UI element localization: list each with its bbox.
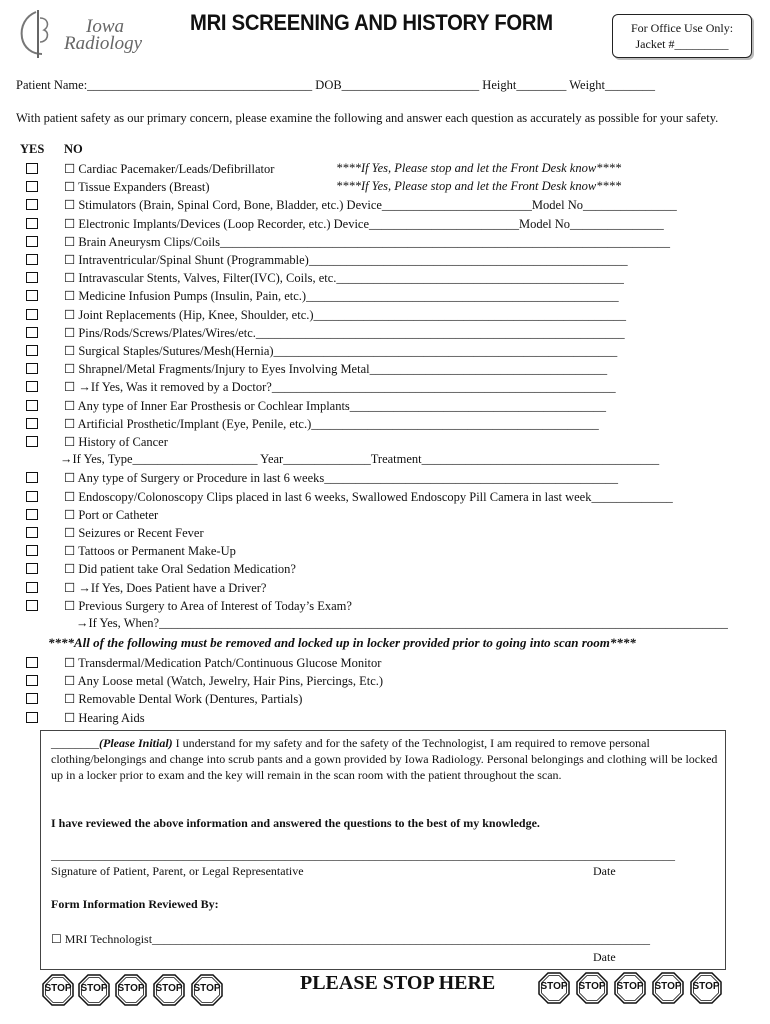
question-row [0, 215, 770, 233]
office-use-label: For Office Use Only: [630, 21, 734, 35]
yes-checkbox[interactable] [26, 381, 38, 392]
question-row [0, 579, 770, 597]
yes-checkbox[interactable] [26, 290, 38, 301]
signature-line[interactable]: ________________________________________________________________________________________________________ [51, 848, 675, 862]
stop-sign-label: STOP [692, 981, 720, 992]
stop-sign-label: STOP [654, 981, 682, 992]
yes-checkbox[interactable] [26, 527, 38, 538]
logo-text-iowa: Iowa [86, 16, 124, 37]
question-text[interactable]: ☐ Shrapnel/Metal Fragments/Injury to Eyes Involving Metal______________________________________ [64, 362, 608, 376]
cancer-followup-text[interactable]: →If Yes, Type____________________ Year______________Treatment______________________________________ [60, 452, 660, 466]
yes-checkbox[interactable] [26, 163, 38, 174]
question-row [0, 415, 770, 433]
yes-checkbox[interactable] [26, 693, 38, 704]
question-row [0, 324, 770, 342]
stop-sign-icon [78, 974, 110, 1006]
mri-technologist-line[interactable]: ☐ MRI Technologist___________________________________________________________________________________ [51, 932, 651, 946]
initial-blank[interactable]: ________ [51, 736, 99, 750]
yes-checkbox[interactable] [26, 563, 38, 574]
question-text[interactable]: ☐ Intravascular Stents, Valves, Filter(IVC), Coils, etc.______________________________________________ [64, 271, 624, 285]
removal-item-text[interactable]: ☐ Transdermal/Medication Patch/Continuous Glucose Monitor [64, 656, 382, 670]
question-row [0, 433, 770, 451]
question-row [0, 488, 770, 506]
yes-checkbox[interactable] [26, 491, 38, 502]
stop-sign-icon [153, 974, 185, 1006]
stop-sign-icon [115, 974, 147, 1006]
consent-text: I understand for my safety and for the safety of the Technologist, I am required to remove personal clothing/belongings and change into scrub pants and a gown provided by Iowa Radiology. Personal belongings and clothing will be locked up in a locker prior to exam and the key will remain in the scan room with the patient throughout the scan. [51, 736, 718, 782]
stop-sign-label: STOP [616, 981, 644, 992]
yes-checkbox[interactable] [26, 327, 38, 338]
question-text[interactable]: ☐ Tissue Expanders (Breast) [64, 180, 210, 194]
form-title: MRI SCREENING AND HISTORY FORM [190, 10, 553, 35]
stop-sign-label: STOP [80, 983, 108, 994]
front-desk-note: ****If Yes, Please stop and let the Front Desk know**** [336, 161, 622, 175]
stop-sign-icon [652, 972, 684, 1004]
question-row [0, 597, 770, 615]
cancer-followup-row[interactable] [0, 451, 770, 469]
question-text[interactable]: ☐ Intraventricular/Spinal Shunt (Programmable)___________________________________________________ [64, 253, 628, 267]
yes-checkbox[interactable] [26, 675, 38, 686]
surgery-followup-text[interactable]: →If Yes, When?___________________________________________________________________________________________ [76, 616, 728, 630]
removal-item-text[interactable]: ☐ Removable Dental Work (Dentures, Partials) [64, 692, 303, 706]
removal-row [0, 672, 770, 690]
yes-checkbox[interactable] [26, 600, 38, 611]
question-row [0, 360, 770, 378]
intro-text: With patient safety as our primary concern, please examine the following and answer each question as accurately as possible for your safety. [16, 111, 719, 125]
yes-checkbox[interactable] [26, 254, 38, 265]
question-text[interactable]: ☐ Previous Surgery to Area of Interest of Today’s Exam? [64, 599, 352, 613]
stop-sign-label: STOP [155, 983, 183, 994]
question-text[interactable]: ☐ Any type of Surgery or Procedure in last 6 weeks_______________________________________________ [64, 471, 618, 485]
yes-checkbox[interactable] [26, 236, 38, 247]
please-stop-here: PLEASE STOP HERE [300, 972, 496, 994]
removal-row [0, 654, 770, 672]
question-text[interactable]: ☐ Medicine Infusion Pumps (Insulin, Pain, etc.)__________________________________________________ [64, 289, 619, 303]
please-initial-label: (Please Initial) [99, 736, 173, 750]
question-text[interactable]: ☐ History of Cancer [64, 435, 168, 449]
logo-text-radiology: Radiology [64, 33, 143, 54]
question-row [0, 560, 770, 578]
question-text[interactable]: ☐ Artificial Prosthetic/Implant (Eye, Penile, etc.)______________________________________________ [64, 417, 599, 431]
yes-checkbox[interactable] [26, 509, 38, 520]
yes-checkbox[interactable] [26, 582, 38, 593]
yes-checkbox[interactable] [26, 712, 38, 723]
question-row [0, 524, 770, 542]
question-row [0, 287, 770, 305]
stop-sign-icon [690, 972, 722, 1004]
stop-sign-icon [42, 974, 74, 1006]
question-text[interactable]: ☐ Endoscopy/Colonoscopy Clips placed in last 6 weeks, Swallowed Endoscopy Pill Camera in last week_____________ [64, 490, 673, 504]
question-text[interactable]: ☐ Pins/Rods/Screws/Plates/Wires/etc.___________________________________________________________ [64, 326, 625, 340]
yes-checkbox[interactable] [26, 418, 38, 429]
question-text[interactable]: ☐ Joint Replacements (Hip, Knee, Shoulder, etc.)__________________________________________________ [64, 308, 627, 322]
removal-item-text[interactable]: ☐ Hearing Aids [64, 711, 145, 725]
yes-checkbox[interactable] [26, 436, 38, 447]
question-row [0, 196, 770, 214]
date-label-technologist: Date [593, 950, 616, 964]
column-yes-header: YES [20, 142, 45, 156]
question-text[interactable]: ☐ Any type of Inner Ear Prosthesis or Cochlear Implants_________________________________________ [64, 399, 607, 413]
date-label: Date [593, 864, 616, 878]
yes-checkbox[interactable] [26, 400, 38, 411]
stop-sign-icon [538, 972, 570, 1004]
iowa-radiology-logo [18, 8, 148, 60]
question-row [0, 378, 770, 396]
consent-paragraph [51, 735, 719, 783]
stop-sign-icon [576, 972, 608, 1004]
stop-sign-label: STOP [578, 981, 606, 992]
yes-checkbox[interactable] [26, 309, 38, 320]
yes-checkbox[interactable] [26, 218, 38, 229]
question-text[interactable]: ☐ Surgical Staples/Sutures/Mesh(Hernia)_______________________________________________________ [64, 344, 618, 358]
question-row [0, 397, 770, 415]
yes-checkbox[interactable] [26, 363, 38, 374]
jacket-number-field[interactable]: Jacket #_________ [635, 37, 729, 51]
question-row [0, 178, 770, 196]
question-text[interactable]: ☐ Tattoos or Permanent Make-Up [64, 544, 236, 558]
stop-sign-label: STOP [44, 983, 72, 994]
yes-checkbox[interactable] [26, 545, 38, 556]
question-row [0, 269, 770, 287]
stop-sign-label: STOP [193, 983, 221, 994]
question-row [0, 506, 770, 524]
question-text[interactable]: ☐ Did patient take Oral Sedation Medication? [64, 562, 296, 576]
question-row [0, 251, 770, 269]
yes-checkbox[interactable] [26, 472, 38, 483]
question-row [0, 542, 770, 560]
office-use-box [612, 14, 752, 58]
removal-heading: ****All of the following must be removed and locked up in locker provided prior to going into scan room**** [48, 635, 636, 650]
stop-sign-label: STOP [540, 981, 568, 992]
reviewed-statement: I have reviewed the above information and answered the questions to the best of my knowledge. [51, 816, 540, 830]
stop-sign-icon [191, 974, 223, 1006]
question-text[interactable]: ☐ Electronic Implants/Devices (Loop Recorder, etc.) Device________________________Model No_______________ [64, 217, 664, 231]
question-text[interactable]: ☐ →If Yes, Does Patient have a Driver? [64, 581, 267, 595]
column-no-header: NO [64, 142, 83, 156]
question-row [0, 160, 770, 178]
question-row [0, 306, 770, 324]
yes-checkbox[interactable] [26, 199, 38, 210]
front-desk-note: ****If Yes, Please stop and let the Front Desk know**** [336, 179, 622, 193]
removal-row [0, 709, 770, 727]
signature-label: Signature of Patient, Parent, or Legal Representative [51, 864, 304, 878]
stop-sign-label: STOP [117, 983, 145, 994]
yes-checkbox[interactable] [26, 181, 38, 192]
logo-mark-icon [18, 8, 64, 60]
question-row [0, 469, 770, 487]
removal-item-text[interactable]: ☐ Any Loose metal (Watch, Jewelry, Hair Pins, Piercings, Etc.) [64, 674, 384, 688]
question-text[interactable]: ☐ Brain Aneurysm Clips/Coils________________________________________________________________________ [64, 235, 671, 249]
question-row [0, 342, 770, 360]
patient-info-line[interactable]: Patient Name:____________________________________ DOB______________________ Height________ Weight________ [16, 78, 656, 92]
question-row [0, 233, 770, 251]
surgery-followup-row[interactable] [0, 615, 770, 633]
question-text[interactable]: ☐ Cardiac Pacemaker/Leads/Defibrillator [64, 162, 275, 176]
yes-checkbox[interactable] [26, 657, 38, 668]
yes-checkbox[interactable] [26, 272, 38, 283]
question-text[interactable]: ☐ →If Yes, Was it removed by a Doctor?_______________________________________________________ [64, 380, 616, 394]
stop-sign-icon [614, 972, 646, 1004]
yes-checkbox[interactable] [26, 345, 38, 356]
question-text[interactable]: ☐ Stimulators (Brain, Spinal Cord, Bone, Bladder, etc.) Device________________________Model No_______________ [64, 198, 677, 212]
consent-box [40, 730, 726, 970]
question-text[interactable]: ☐ Seizures or Recent Fever [64, 526, 204, 540]
reviewed-by-label: Form Information Reviewed By: [51, 897, 219, 911]
removal-row [0, 690, 770, 708]
question-text[interactable]: ☐ Port or Catheter [64, 508, 159, 522]
